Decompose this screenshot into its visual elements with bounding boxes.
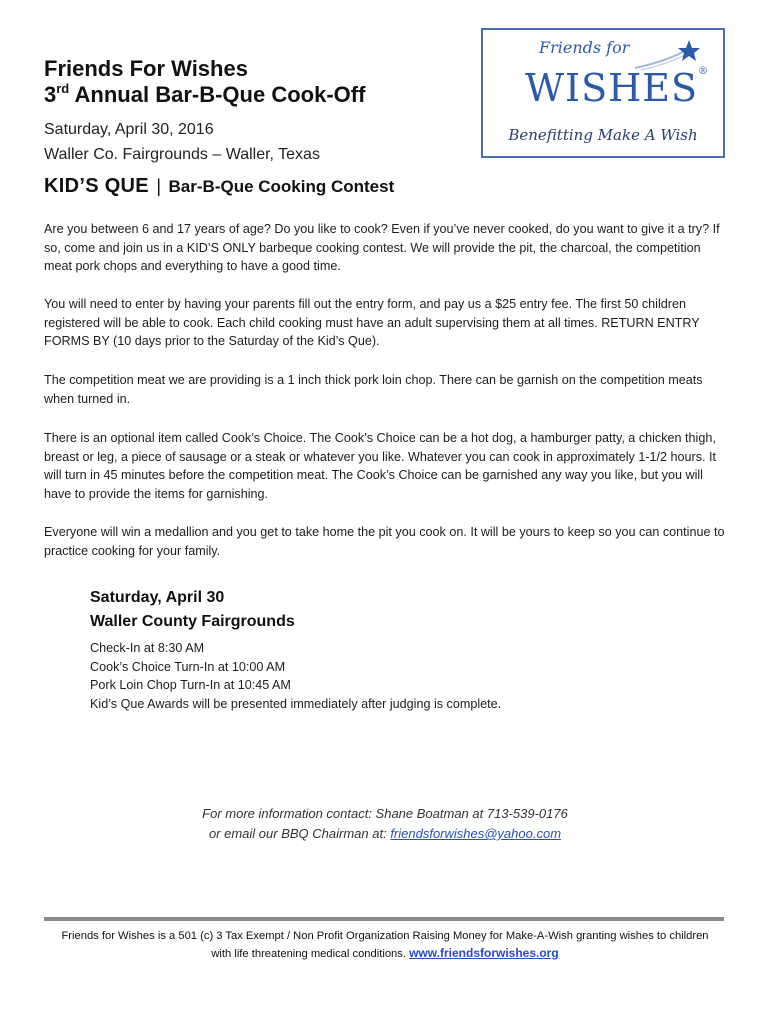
schedule-item: Cook’s Choice Turn-In at 10:00 AM: [90, 659, 286, 674]
contest-subtitle: Bar-B-Que Cooking Contest: [168, 177, 395, 196]
footer: [30, 928, 740, 963]
intro-paragraph: Are you between 6 and 17 years of age? Do you like to cook? Even if you’ve never cooked, do you want to give it a try? If so, come and join us in a KID’S ONLY barbeque cooking contest. We will provide the pit, the charcoal, the competition meat pork chops and everything to have a good time.: [44, 222, 720, 273]
logo-tagline: Benefitting Make A Wish: [508, 126, 698, 144]
org-name: Friends For Wishes: [44, 56, 248, 81]
footer-text: with life threatening medical conditions.: [211, 948, 410, 960]
website-link[interactable]: www.friendsforwishes.org: [409, 946, 559, 960]
contest-title: KID’S QUE: [44, 175, 149, 197]
logo-main-text: [525, 66, 709, 110]
event-date: Saturday, April 30, 2016: [44, 121, 214, 138]
cooks-choice-paragraph: There is an optional item called Cook’s Choice. The Cook’s Choice can be a hot dog, a hamburger patty, a chicken thigh, breast or leg, a piece of sausage or a steak or whatever you like. Whatever you can cook in approximately 1-1/2 hours. It will turn in 45 minutes before the competition meat. The Cook’s Choice can be garnished any way you like, but you will have to provide the items for garnishing.: [44, 431, 717, 501]
prizes-paragraph: Everyone will win a medallion and you get to take home the pit you cook on. It will be yours to keep so you can continue to practice cooking for your family.: [44, 525, 725, 558]
contest-heading: [44, 175, 744, 198]
contact-email-line: [0, 824, 770, 844]
friends-for-wishes-logo: [481, 28, 725, 158]
schedule-day: Saturday, April 30: [90, 589, 225, 606]
event-ordinal-suffix: rd: [56, 81, 70, 96]
event-location: Waller Co. Fairgrounds – Waller, Texas: [44, 146, 320, 163]
event-ordinal-number: 3: [44, 82, 57, 107]
entry-paragraph: You will need to enter by having your parents fill out the entry form, and pay us a $25 entry fee. The first 50 children registered will be able to cook. Each child cooking must have an adult supervising them at all times. RETURN ENTRY FORMS BY (10 days prior to the Saturday of the Kid’s Que).: [44, 297, 700, 348]
event-name: Annual Bar-B-Que Cook-Off: [69, 82, 366, 107]
logo-wishes-word: WISHES: [525, 66, 699, 110]
contact-line: For more information contact: Shane Boatman at 713-539-0176: [202, 806, 568, 821]
schedule-item: Kid’s Que Awards will be presented immediately after judging is complete.: [90, 696, 502, 711]
contact-email-prefix: or email our BBQ Chairman at:: [208, 826, 391, 841]
footer-line: Friends for Wishes is a 501 (c) 3 Tax Exempt / Non Profit Organization Raising Money for Make-A-Wish granting wishes to children: [61, 930, 709, 942]
footer-divider: [44, 917, 724, 921]
event-schedule: [90, 586, 730, 713]
event-header: [44, 56, 464, 166]
competition-meat-paragraph: The competition meat we are providing is a 1 inch thick pork loin chop. There can be garnish on the competition meats when turned in.: [44, 373, 703, 406]
footer-line-2: [30, 945, 740, 963]
schedule-venue: Waller County Fairgrounds: [90, 613, 295, 630]
schedule-item: Check-In at 8:30 AM: [90, 641, 205, 655]
contact-email-link[interactable]: friendsforwishes@yahoo.com: [390, 826, 562, 841]
logo-registered-mark: ®: [698, 66, 710, 77]
logo-top-text: Friends for: [539, 38, 630, 57]
contest-separator: |: [156, 176, 162, 196]
schedule-item: Pork Loin Chop Turn-In at 10:45 AM: [90, 678, 291, 692]
event-title: [44, 82, 464, 108]
contact-info: [0, 804, 770, 844]
